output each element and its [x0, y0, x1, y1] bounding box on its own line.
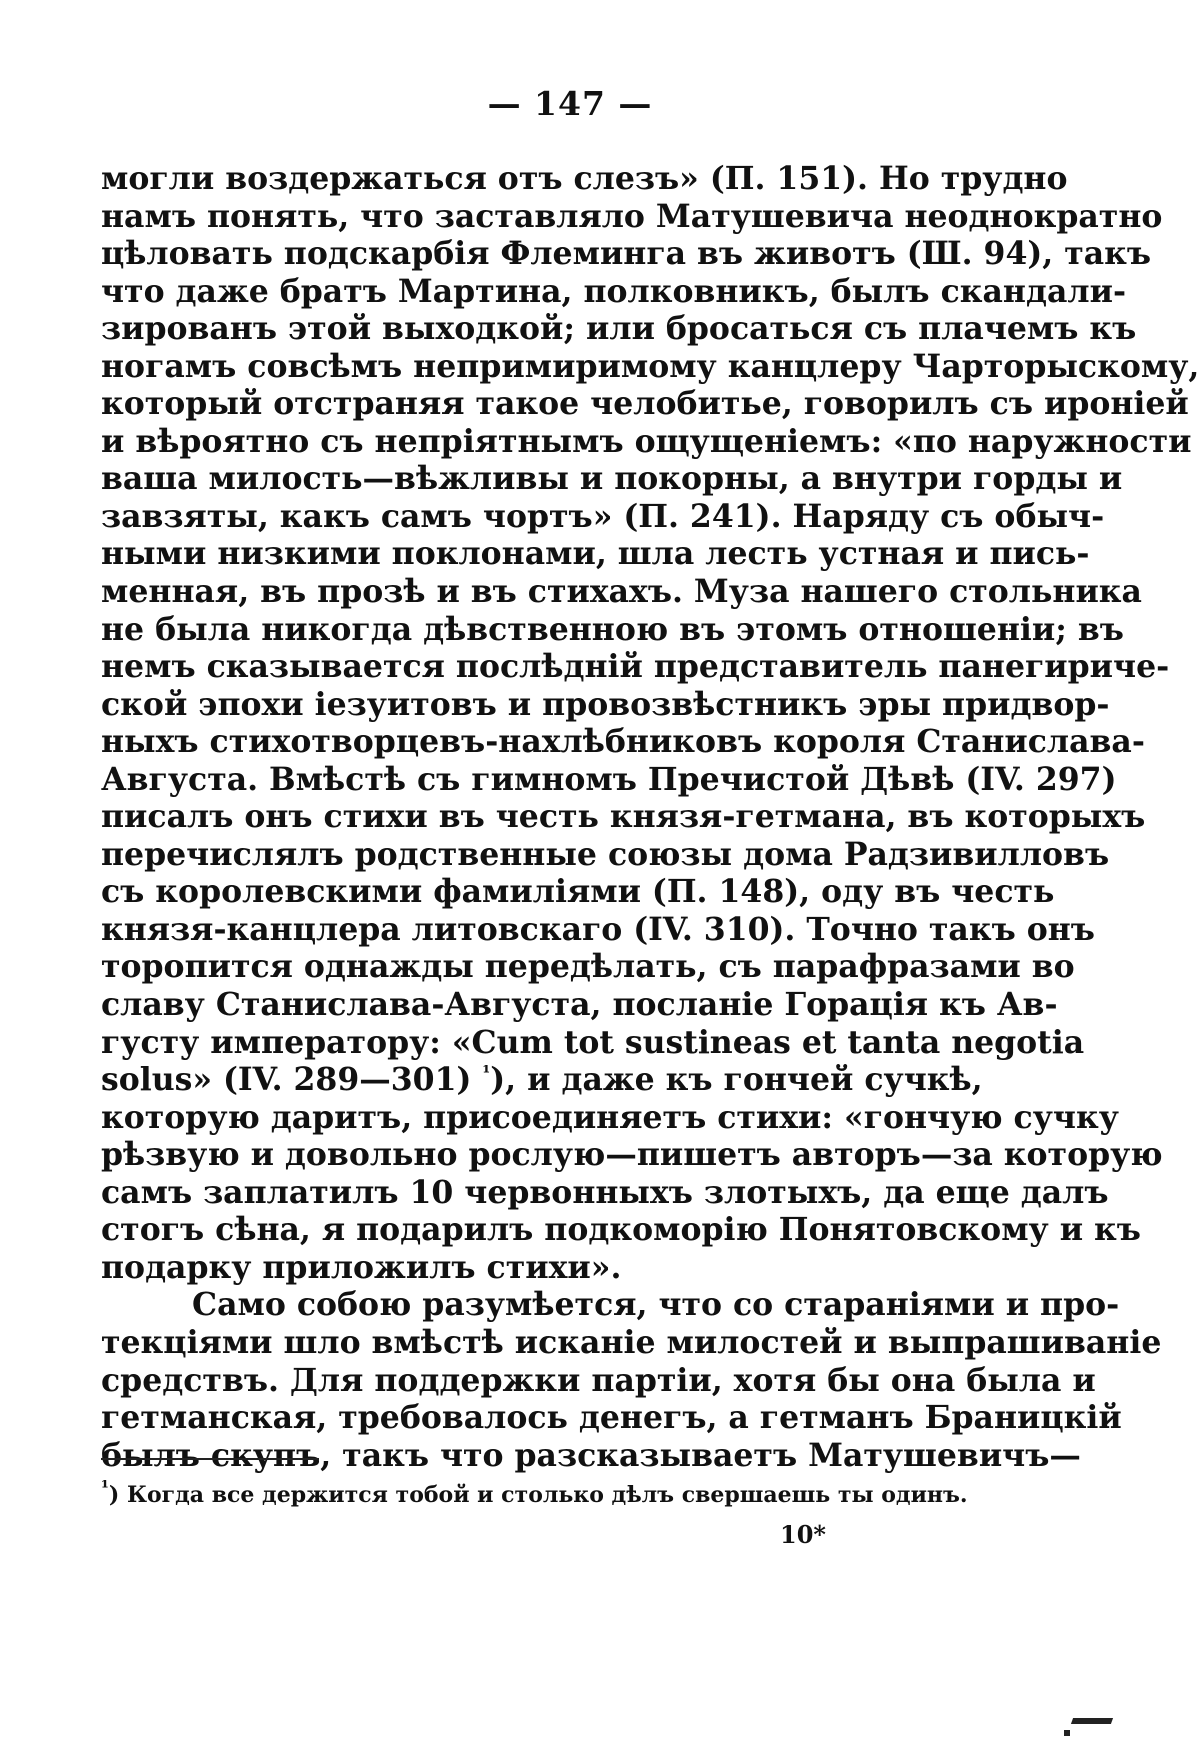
- footnote-reference: ¹: [482, 1062, 491, 1084]
- text-line: писалъ онъ стихи въ честь князя-гетмана, въ которыхъ: [101, 798, 1146, 836]
- text-line: ными низкими поклонами, шла лесть устная и пись-: [101, 535, 1090, 573]
- text-line: намъ понять, что заставляло Матушевича неоднократно: [101, 197, 1163, 235]
- text-line: могли воздержаться отъ слезъ» (П. 151). Но трудно: [101, 160, 1068, 197]
- text-line: гетманская, требовалось денегъ, а гетманъ Браницкій: [101, 1399, 1122, 1437]
- text-line: и вѣроятно съ непріятнымъ ощущеніемъ: «по наружности: [101, 422, 1192, 460]
- paragraph-1: [101, 160, 1199, 1286]
- text-line: рѣзвую и довольно рослую—пишетъ авторъ—за которую: [101, 1136, 1163, 1174]
- footnote-text: ) Когда все держится тобой и столько дѣлъ свершаешь ты одинъ.: [108, 1482, 968, 1508]
- paragraph-2: [101, 1286, 1162, 1474]
- text-line: который отстраняя такое челобитье, говорилъ съ ироніей: [101, 385, 1189, 423]
- text-line: перечислялъ родственные союзы дома Радзивилловъ: [101, 835, 1110, 873]
- text-line: князя-канцлера литовскаго (IV. 310). Точно такъ онъ: [101, 910, 1095, 948]
- text-line: ской эпохи іезуитовъ и провозвѣстникъ эры придвор-: [101, 685, 1110, 723]
- text-line: подарку приложилъ стихи».: [101, 1248, 622, 1286]
- text-line: ваша милость—вѣжливы и покорны, а внутри горды и: [101, 460, 1123, 498]
- scan-artifact-mark: [1071, 1718, 1113, 1724]
- text-line: ныхъ стихотворцевъ-нахлѣбниковъ короля Станислава-: [101, 723, 1145, 761]
- text-line: немъ сказывается послѣдній представитель панегириче-: [101, 648, 1170, 686]
- text-line: цѣловать подскарбія Флеминга въ животъ (Ш. 94), такъ: [101, 235, 1152, 273]
- text-fragment: solus» (IV. 289—301): [101, 1061, 483, 1099]
- text-line: самъ заплатилъ 10 червонныхъ злотыхъ, да еще далъ: [101, 1173, 1109, 1211]
- footnote-mark: ¹: [101, 1477, 109, 1499]
- footnote-divider: [101, 1458, 319, 1460]
- text-line: былъ скупъ, такъ что разсказываетъ Матушевичъ—: [101, 1436, 1081, 1474]
- text-fragment: ), и даже къ гончей сучкѣ,: [490, 1061, 983, 1099]
- text-line: менная, въ прозѣ и въ стихахъ. Муза нашего стольника: [101, 573, 1142, 611]
- page-number: — 147 —: [487, 84, 653, 123]
- footnote: [101, 1477, 968, 1508]
- text-line: завзяты, какъ самъ чортъ» (П. 241). Наряду съ обыч-: [101, 497, 1105, 535]
- text-line: Само собою разумѣется, что со стараніями и про-: [192, 1286, 1120, 1324]
- text-line: ногамъ совсѣмъ непримиримому канцлеру Чарторыскому,: [101, 347, 1199, 385]
- text-line: текціями шло вмѣстѣ исканіе милостей и выпрашиваніе: [101, 1323, 1162, 1361]
- text-line: средствъ. Для поддержки партіи, хотя бы она была и: [101, 1361, 1096, 1399]
- text-line: которую даритъ, присоединяетъ стихи: «гончую сучку: [101, 1098, 1119, 1136]
- text-line-with-footnote-ref: [101, 1061, 983, 1099]
- text-line: славу Станислава-Августа, посланіе Горація къ Ав-: [101, 986, 1058, 1024]
- scan-artifact-dot: [1064, 1730, 1070, 1736]
- text-line: не была никогда дѣвственною въ этомъ отношеніи; въ: [101, 610, 1124, 648]
- printer-signature: 10*: [780, 1520, 826, 1549]
- text-line: зированъ этой выходкой; или бросаться съ плачемъ къ: [101, 310, 1137, 348]
- text-line: съ королевскими фамиліями (П. 148), оду въ честь: [101, 873, 1055, 911]
- text-line: Августа. Вмѣстѣ съ гимномъ Пречистой Дѣвѣ (IV. 297): [101, 760, 1117, 798]
- text-line: стогъ сѣна, я подарилъ подкоморію Понятовскому и къ: [101, 1211, 1141, 1249]
- body-text: [101, 160, 1199, 1474]
- text-line: что даже братъ Мартина, полковникъ, былъ скандали-: [101, 272, 1127, 310]
- text-line: густу императору: «Cum tot sustineas et tanta negotia: [101, 1023, 1085, 1061]
- text-line: торопится однажды передѣлать, съ парафразами во: [101, 948, 1075, 986]
